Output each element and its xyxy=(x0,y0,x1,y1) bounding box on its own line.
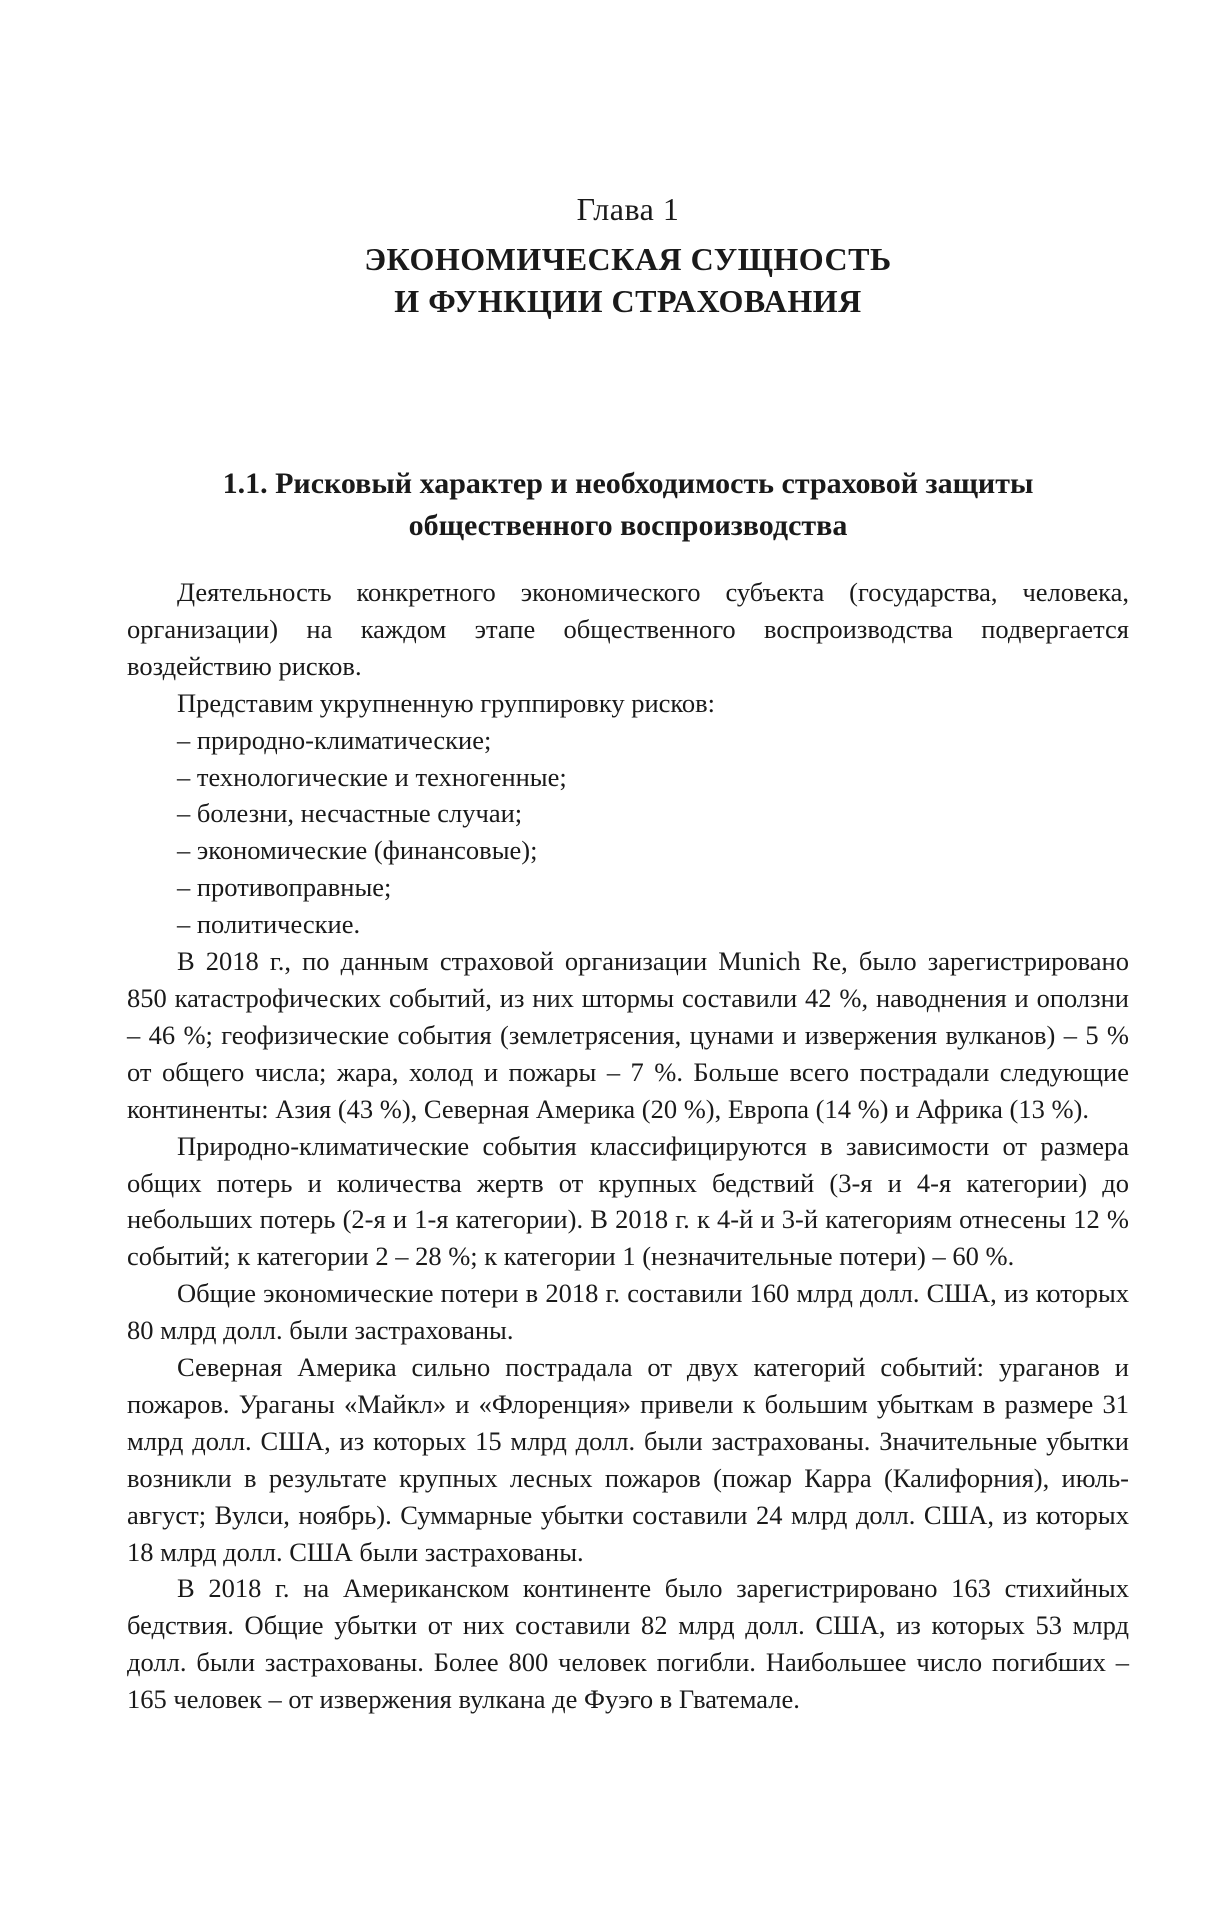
body-text xyxy=(127,574,1129,1718)
risk-list-item: – политические. xyxy=(177,909,361,940)
paragraph-5: Общие экономические потери в 2018 г. составили 160 млрд долл. США, из которых 80 млрд долл. были застрахованы. xyxy=(127,1278,1129,1346)
risk-list-item: – экономические (финансовые); xyxy=(177,835,538,866)
risk-list-item: – технологические и техногенные; xyxy=(177,761,567,792)
paragraph-7: В 2018 г. на Американском континенте было зарегистрировано 163 стихийных бедствия. Общие убытки от них составили 82 млрд долл. США, из которых 53 млрд долл. были застрахованы. Более 800 человек погибли. Наибольшее число погибших – 165 человек – от извержения вулкана де Фуэго в Гватемале. xyxy=(127,1573,1129,1715)
paragraph-6: Северная Америка сильно пострадала от двух категорий событий: ураганов и пожаров. Ураганы «Майкл» и «Флоренция» привели к большим убыткам в размере 31 млрд долл. США, из которых 15 млрд долл. были застрахованы. Значительные убытки возникли в результате крупных лесных пожаров (пожар Карра (Калифорния), июль-август; Вулси, ноябрь). Суммарные убытки составили 24 млрд долл. США, из которых 18 млрд долл. США были застрахованы. xyxy=(127,1352,1129,1567)
chapter-title-line-1: ЭКОНОМИЧЕСКАЯ СУЩНОСТЬ xyxy=(364,241,892,277)
section-title-line-2: общественного воспроизводства xyxy=(408,509,848,542)
paragraph-2: Представим укрупненную группировку рисков: xyxy=(177,687,716,718)
chapter-title-line-2: И ФУНКЦИИ СТРАХОВАНИЯ xyxy=(394,283,862,319)
chapter-title xyxy=(127,238,1129,322)
section-title xyxy=(127,463,1129,547)
risk-list-item: – противоправные; xyxy=(177,872,392,903)
paragraph-3: В 2018 г., по данным страховой организации Munich Re, было зарегистрировано 850 катастрофических событий, из них штормы составили 42 %, наводнения и оползни – 46 %; геофизические события (землетрясения, цунами и извержения вулканов) – 5 % от общего числа; жара, холод и пожары – 7 %. Больше всего пострадали следующие континенты: Азия (43 %), Северная Америка (20 %), Европа (14 %) и Африка (13 %). xyxy=(127,946,1129,1124)
section-title-line-1: 1.1. Рисковый характер и необходимость страховой защиты xyxy=(222,467,1034,500)
paragraph-1: Деятельность конкретного экономического субъекта (государства, человека, организации) на каждом этапе общественного воспроизводства подвергается воздействию рисков. xyxy=(127,577,1129,681)
risk-list-item: – природно-климатические; xyxy=(177,724,492,755)
paragraph-4: Природно-климатические события классифицируются в зависимости от размера общих потерь и количества жертв от крупных бедствий (3-я и 4-я категории) до небольших потерь (2-я и 1-я категории). В 2018 г. к 4-й и 3-й категориям отнесены 12 % событий; к категории 2 – 28 %; к категории 1 (незначительные потери) – 60 %. xyxy=(127,1130,1129,1272)
risk-list-item: – болезни, несчастные случаи; xyxy=(177,798,523,829)
chapter-label: Глава 1 xyxy=(576,191,680,227)
